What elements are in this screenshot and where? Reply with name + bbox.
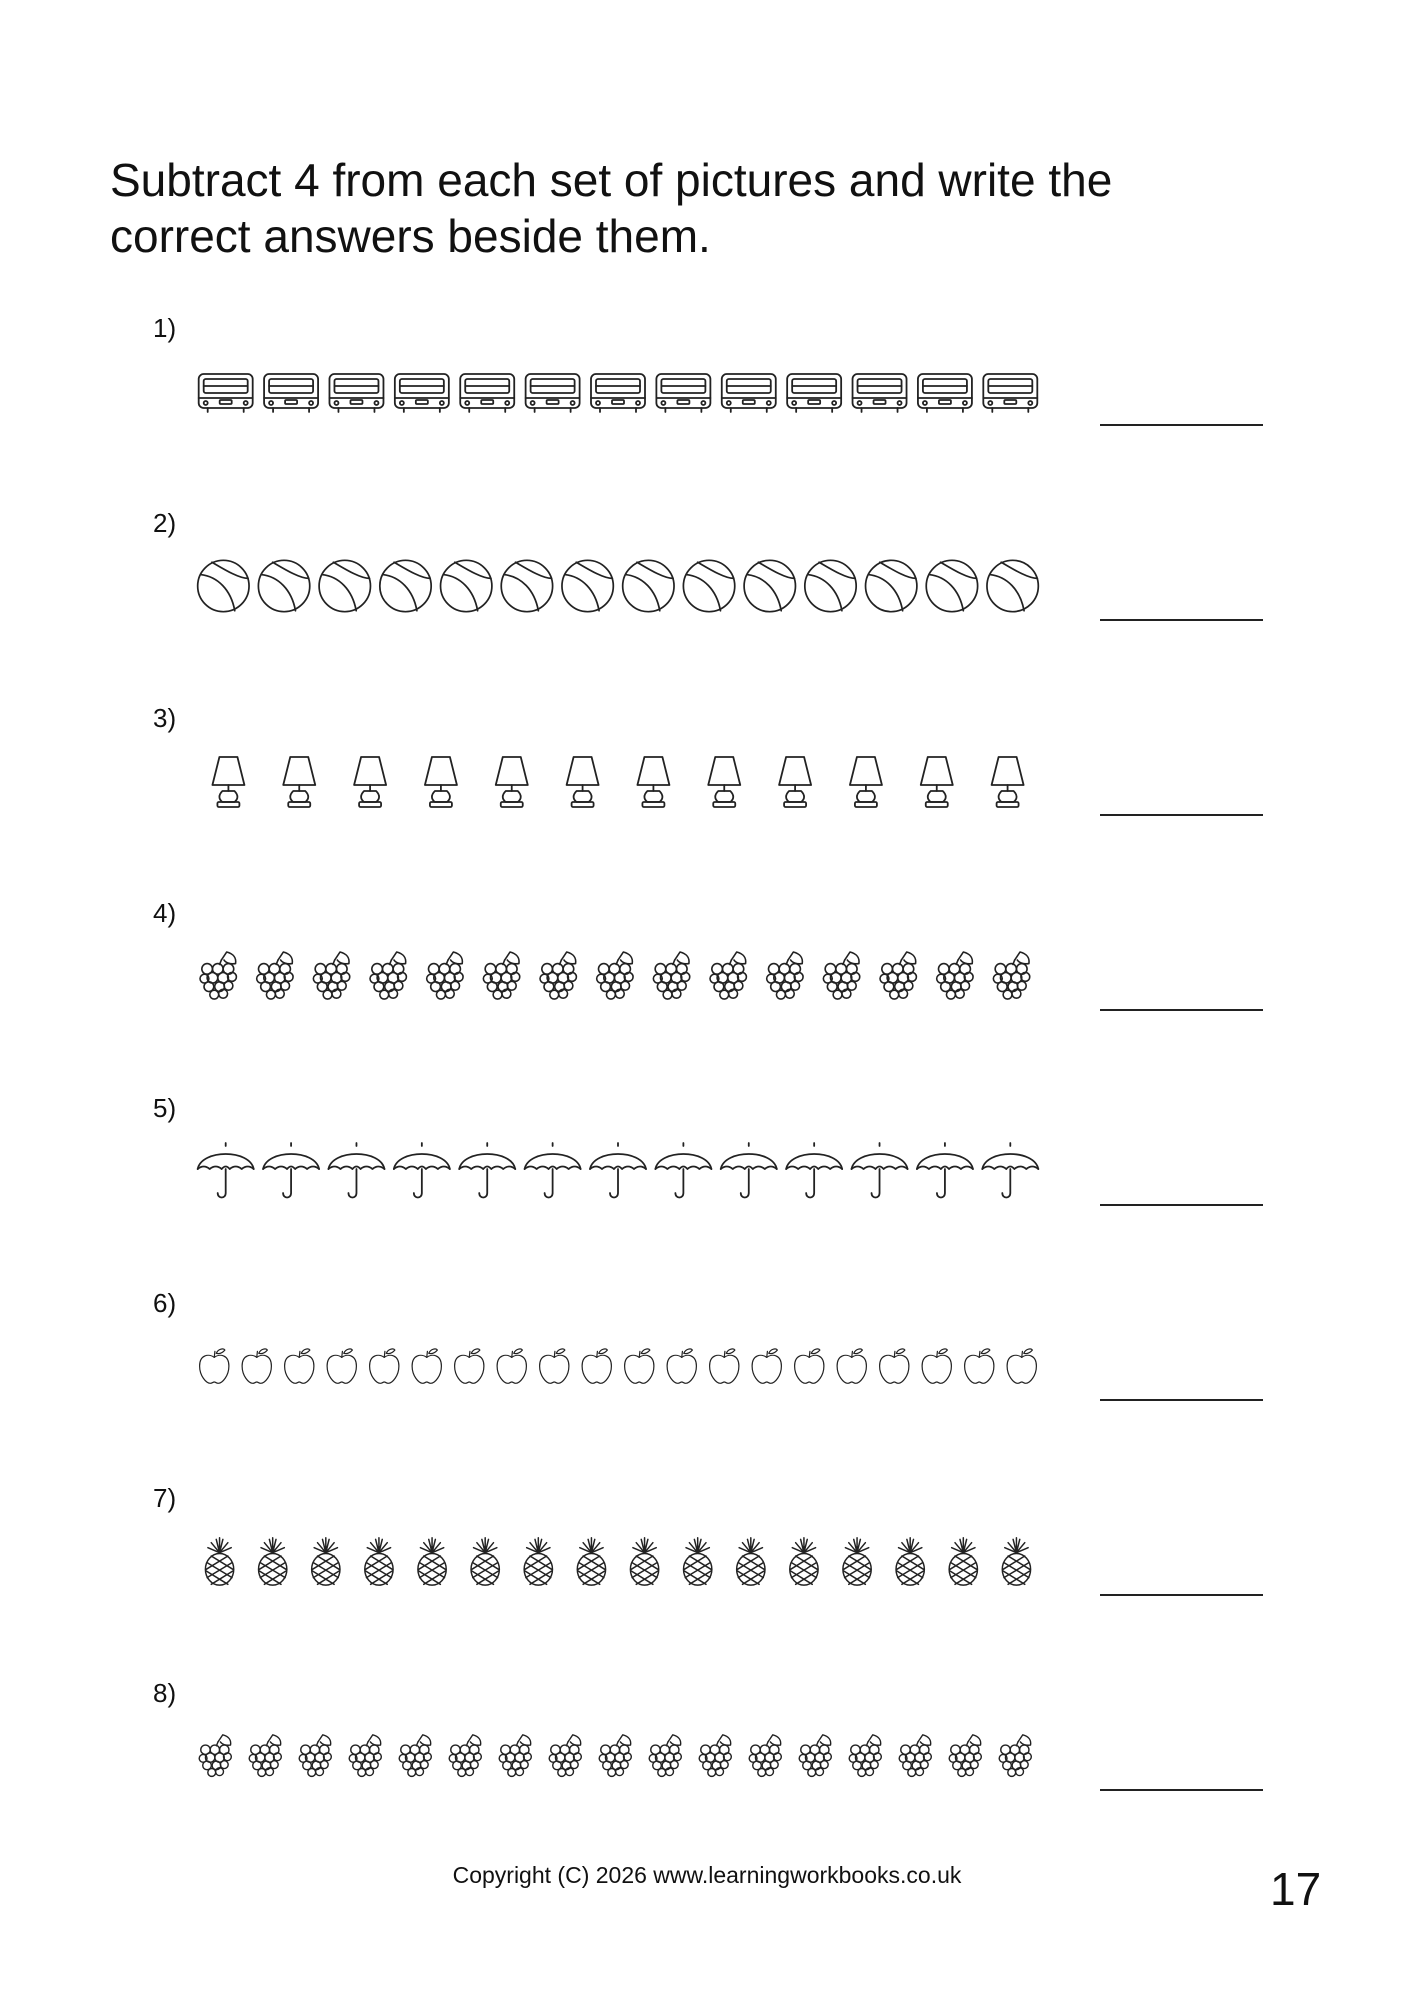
pineapple-icon bbox=[737, 1538, 765, 1585]
lamp-icon bbox=[850, 757, 882, 807]
grapes-icon bbox=[993, 952, 1029, 999]
bus-icon bbox=[853, 374, 907, 412]
grapes-icon bbox=[799, 1735, 831, 1777]
umbrella-icon bbox=[917, 1143, 973, 1198]
picture-set bbox=[193, 1141, 1043, 1201]
pineapple-icon bbox=[684, 1538, 712, 1585]
grapes-icon bbox=[937, 952, 973, 999]
tennis-ball-icon bbox=[683, 560, 734, 611]
lamp-icon bbox=[425, 757, 457, 807]
umbrella-icon bbox=[198, 1143, 254, 1198]
bus-icon bbox=[656, 374, 710, 412]
grapes-icon bbox=[249, 1735, 281, 1777]
grapes-icon bbox=[313, 952, 349, 999]
picture-set bbox=[193, 1726, 1043, 1786]
page-number: 17 bbox=[1270, 1863, 1322, 1915]
apple-icon bbox=[327, 1349, 356, 1383]
answer-line[interactable] bbox=[1100, 1594, 1263, 1596]
lamp-icon bbox=[354, 757, 386, 807]
tennis-ball-icon bbox=[805, 560, 856, 611]
problem-number: 8) bbox=[153, 1678, 177, 1708]
pineapple-icon bbox=[365, 1538, 393, 1585]
picture-row bbox=[193, 1531, 1043, 1591]
grapes-icon bbox=[449, 1735, 481, 1777]
apple-icon bbox=[455, 1349, 484, 1383]
picture-set bbox=[193, 1531, 1043, 1591]
tennis-ball-icon bbox=[987, 560, 1038, 611]
grapes-icon bbox=[370, 952, 406, 999]
apple-icon bbox=[922, 1349, 951, 1383]
problem-number: 3) bbox=[153, 703, 177, 733]
answer-line[interactable] bbox=[1100, 1009, 1263, 1011]
pineapple-icon bbox=[312, 1538, 340, 1585]
grapes-icon bbox=[649, 1735, 681, 1777]
problem-number: 6) bbox=[153, 1288, 177, 1318]
grapes-icon bbox=[299, 1735, 331, 1777]
grapes-icon bbox=[880, 952, 916, 999]
instructions: Subtract 4 from each set of pictures and write the correct answers beside them. bbox=[110, 154, 1113, 262]
tennis-ball-icon bbox=[744, 560, 795, 611]
pineapple-icon bbox=[418, 1538, 446, 1585]
pineapple-icon bbox=[790, 1538, 818, 1585]
lamp-icon bbox=[283, 757, 315, 807]
problem-5 bbox=[0, 1093, 1414, 1288]
apple-icon bbox=[837, 1349, 866, 1383]
tennis-ball-icon bbox=[623, 560, 674, 611]
picture-set bbox=[193, 556, 1043, 616]
grapes-icon bbox=[483, 952, 519, 999]
lamp-icon bbox=[779, 757, 811, 807]
pineapple-icon bbox=[949, 1538, 977, 1585]
grapes-icon bbox=[710, 952, 746, 999]
umbrella-icon bbox=[328, 1143, 384, 1198]
problem-8 bbox=[0, 1678, 1414, 1873]
picture-set bbox=[193, 751, 1043, 811]
problem-3 bbox=[0, 703, 1414, 898]
tennis-ball-icon bbox=[562, 560, 613, 611]
lamp-icon bbox=[637, 757, 669, 807]
apple-icon bbox=[625, 1349, 654, 1383]
answer-line[interactable] bbox=[1100, 1789, 1263, 1791]
umbrella-icon bbox=[655, 1143, 711, 1198]
lamp-icon bbox=[496, 757, 528, 807]
apple-icon bbox=[965, 1349, 994, 1383]
grapes-icon bbox=[899, 1735, 931, 1777]
tennis-ball-icon bbox=[198, 560, 249, 611]
grapes-icon bbox=[200, 952, 236, 999]
answer-line[interactable] bbox=[1100, 1399, 1263, 1401]
umbrella-icon bbox=[459, 1143, 515, 1198]
umbrella-icon bbox=[982, 1143, 1038, 1198]
pineapple-icon bbox=[577, 1538, 605, 1585]
picture-set bbox=[193, 1336, 1043, 1396]
umbrella-icon bbox=[786, 1143, 842, 1198]
grapes-icon bbox=[599, 1735, 631, 1777]
bus-icon bbox=[722, 374, 776, 412]
bus-icon bbox=[918, 374, 972, 412]
grapes-icon bbox=[849, 1735, 881, 1777]
apple-icon bbox=[667, 1349, 696, 1383]
answer-line[interactable] bbox=[1100, 814, 1263, 816]
picture-row bbox=[193, 751, 1043, 811]
tennis-ball-icon bbox=[926, 560, 977, 611]
apple-icon bbox=[412, 1349, 441, 1383]
tennis-ball-icon bbox=[319, 560, 370, 611]
problem-2 bbox=[0, 508, 1414, 703]
apple-icon bbox=[200, 1349, 229, 1383]
picture-row bbox=[193, 1141, 1043, 1201]
apple-icon bbox=[370, 1349, 399, 1383]
apple-icon bbox=[880, 1349, 909, 1383]
grapes-icon bbox=[199, 1735, 231, 1777]
apple-icon bbox=[710, 1349, 739, 1383]
problem-4 bbox=[0, 898, 1414, 1093]
apple-icon bbox=[582, 1349, 611, 1383]
pineapple-icon bbox=[524, 1538, 552, 1585]
problem-1 bbox=[0, 313, 1414, 508]
picture-row bbox=[193, 556, 1043, 616]
pineapple-icon bbox=[896, 1538, 924, 1585]
tennis-ball-icon bbox=[380, 560, 431, 611]
grapes-icon bbox=[767, 952, 803, 999]
umbrella-icon bbox=[721, 1143, 777, 1198]
pineapple-icon bbox=[471, 1538, 499, 1585]
picture-set bbox=[193, 946, 1043, 1006]
problem-number: 1) bbox=[153, 313, 177, 343]
lamp-icon bbox=[992, 757, 1024, 807]
apple-icon bbox=[497, 1349, 526, 1383]
problem-number: 7) bbox=[153, 1483, 177, 1513]
bus-icon bbox=[787, 374, 841, 412]
picture-row bbox=[193, 361, 1043, 421]
tennis-ball-icon bbox=[441, 560, 492, 611]
picture-row bbox=[193, 1726, 1043, 1786]
grapes-icon bbox=[349, 1735, 381, 1777]
tennis-ball-icon bbox=[866, 560, 917, 611]
grapes-icon bbox=[749, 1735, 781, 1777]
pineapple-icon bbox=[259, 1538, 287, 1585]
umbrella-icon bbox=[590, 1143, 646, 1198]
apple-icon bbox=[1007, 1349, 1036, 1383]
apple-icon bbox=[242, 1349, 271, 1383]
bus-icon bbox=[526, 374, 580, 412]
apple-icon bbox=[795, 1349, 824, 1383]
bus-icon bbox=[591, 374, 645, 412]
lamp-icon bbox=[212, 757, 244, 807]
answer-line[interactable] bbox=[1100, 424, 1263, 426]
umbrella-icon bbox=[263, 1143, 319, 1198]
pineapple-icon bbox=[630, 1538, 658, 1585]
grapes-icon bbox=[427, 952, 463, 999]
apple-icon bbox=[285, 1349, 314, 1383]
grapes-icon bbox=[399, 1735, 431, 1777]
problem-7 bbox=[0, 1483, 1414, 1678]
apple-icon bbox=[752, 1349, 781, 1383]
problem-number: 5) bbox=[153, 1093, 177, 1123]
bus-icon bbox=[983, 374, 1037, 412]
copyright-notice: Copyright (C) 2026 www.learningworkbooks.co.uk bbox=[452, 1862, 962, 1888]
picture-row bbox=[193, 946, 1043, 1006]
answer-line[interactable] bbox=[1100, 619, 1263, 621]
tennis-ball-icon bbox=[258, 560, 309, 611]
grapes-icon bbox=[257, 952, 293, 999]
grapes-icon bbox=[499, 1735, 531, 1777]
grapes-icon bbox=[699, 1735, 731, 1777]
umbrella-icon bbox=[852, 1143, 908, 1198]
umbrella-icon bbox=[525, 1143, 581, 1198]
problem-number: 2) bbox=[153, 508, 177, 538]
grapes-icon bbox=[949, 1735, 981, 1777]
lamp-icon bbox=[921, 757, 953, 807]
bus-icon bbox=[199, 374, 253, 412]
umbrella-icon bbox=[394, 1143, 450, 1198]
lamp-icon bbox=[708, 757, 740, 807]
picture-set bbox=[193, 361, 1043, 421]
grapes-icon bbox=[999, 1735, 1031, 1777]
pineapple-icon bbox=[843, 1538, 871, 1585]
grapes-icon bbox=[540, 952, 576, 999]
problem-number: 4) bbox=[153, 898, 177, 928]
grapes-icon bbox=[549, 1735, 581, 1777]
bus-icon bbox=[460, 374, 514, 412]
apple-icon bbox=[540, 1349, 569, 1383]
lamp-icon bbox=[567, 757, 599, 807]
bus-icon bbox=[329, 374, 383, 412]
grapes-icon bbox=[823, 952, 859, 999]
grapes-icon bbox=[597, 952, 633, 999]
bus-icon bbox=[264, 374, 318, 412]
bus-icon bbox=[395, 374, 449, 412]
picture-row bbox=[193, 1336, 1043, 1396]
problem-6 bbox=[0, 1288, 1414, 1483]
answer-line[interactable] bbox=[1100, 1204, 1263, 1206]
grapes-icon bbox=[653, 952, 689, 999]
tennis-ball-icon bbox=[501, 560, 552, 611]
pineapple-icon bbox=[205, 1538, 233, 1585]
pineapple-icon bbox=[1002, 1538, 1030, 1585]
